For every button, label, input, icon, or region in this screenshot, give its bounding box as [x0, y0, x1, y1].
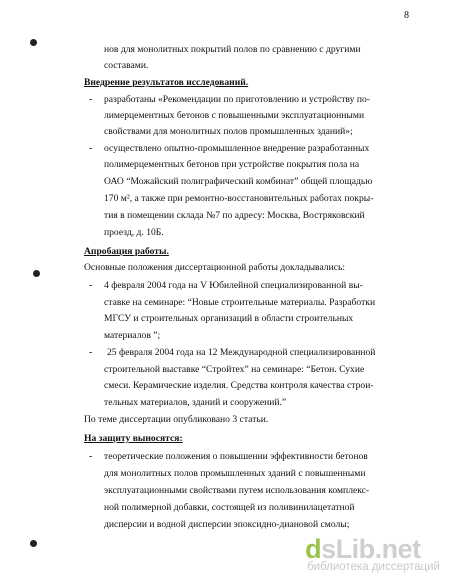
- list-dash: -: [89, 451, 93, 462]
- text-line: тельных материалов, зданий и сооружений.”: [104, 397, 287, 408]
- text-line: для монолитных полов промышленных зданий с повышенными: [104, 468, 366, 479]
- watermark-logo-d: d: [305, 534, 322, 564]
- text-line: тия в помещении склада №7 по адресу: Москва, Востряковский: [104, 210, 365, 221]
- list-dash: -: [89, 94, 93, 105]
- section-heading: На защиту выносятся:: [84, 433, 183, 444]
- list-dash: -: [89, 143, 93, 154]
- text-line: Основные положения диссертационной работы докладывались:: [84, 262, 346, 273]
- text-line: строительной выставке “Стройтех” на семинаре: “Бетон. Сухие: [104, 364, 365, 375]
- text-line: эксплуатационными свойствами путем использования комплекс-: [104, 485, 370, 496]
- text-line: осуществлено опытно-промышленное внедрение разработанных: [104, 143, 370, 154]
- punch-hole-dot: [30, 39, 37, 46]
- text-line: МГСУ и строительных организаций в области строительных: [104, 313, 354, 324]
- text-line: ной полимерной добавки, состоящей из поливинилацетатной: [104, 502, 355, 513]
- text-line: проезд, д. 10Б.: [104, 227, 164, 238]
- text-line: составами.: [104, 60, 149, 71]
- text-line: нов для монолитных покрытий полов по сравнению с другими: [104, 44, 361, 55]
- punch-hole-dot: [33, 270, 40, 277]
- text-line: По теме диссертации опубликовано 3 статьи.: [84, 414, 269, 425]
- text-line: 4 февраля 2004 года на V Юбилейной специализированной вы-: [104, 280, 363, 291]
- text-line: теоретические положения о повышении эффективности бетонов: [104, 451, 368, 462]
- section-heading: Апробация работы.: [84, 246, 169, 257]
- text-line: 25 февраля 2004 года на 12 Международной специализированной: [107, 347, 376, 358]
- text-line: дисперсии и водной дисперсии эпоксидно-диановой смолы;: [104, 519, 350, 530]
- text-line: полимерцементных бетонов при устройстве покрытия пола на: [104, 159, 360, 170]
- text-line: ставке на семинаре: “Новые строительные материалы. Разработки: [104, 297, 376, 308]
- text-line: ОАО “Можайский полиграфический комбинат” общей площадью: [104, 176, 373, 187]
- punch-hole-dot: [30, 540, 37, 547]
- section-heading: Внедрение результатов исследований.: [84, 77, 249, 88]
- list-dash: -: [89, 280, 93, 291]
- text-line: разработаны «Рекомендации по приготовлению и устройству по-: [104, 94, 370, 105]
- page-number: 8: [404, 10, 409, 21]
- text-line: свойствами для монолитных полов промышленных зданий»;: [104, 126, 353, 137]
- watermark-subtitle: библиотека диссертаций: [307, 561, 440, 573]
- watermark-logo-rest: sLib.net: [321, 534, 421, 564]
- text-line: смеси. Керамические изделия. Средства контроля качества строи-: [104, 380, 374, 391]
- list-dash: -: [89, 347, 93, 358]
- text-line: материалов ”;: [104, 330, 161, 341]
- text-line: лимерцементных бетонов с повышенными эксплуатационными: [104, 110, 365, 121]
- text-line: 170 м², а также при ремонтно-восстановительных работах покры-: [104, 193, 374, 204]
- watermark: [305, 534, 440, 573]
